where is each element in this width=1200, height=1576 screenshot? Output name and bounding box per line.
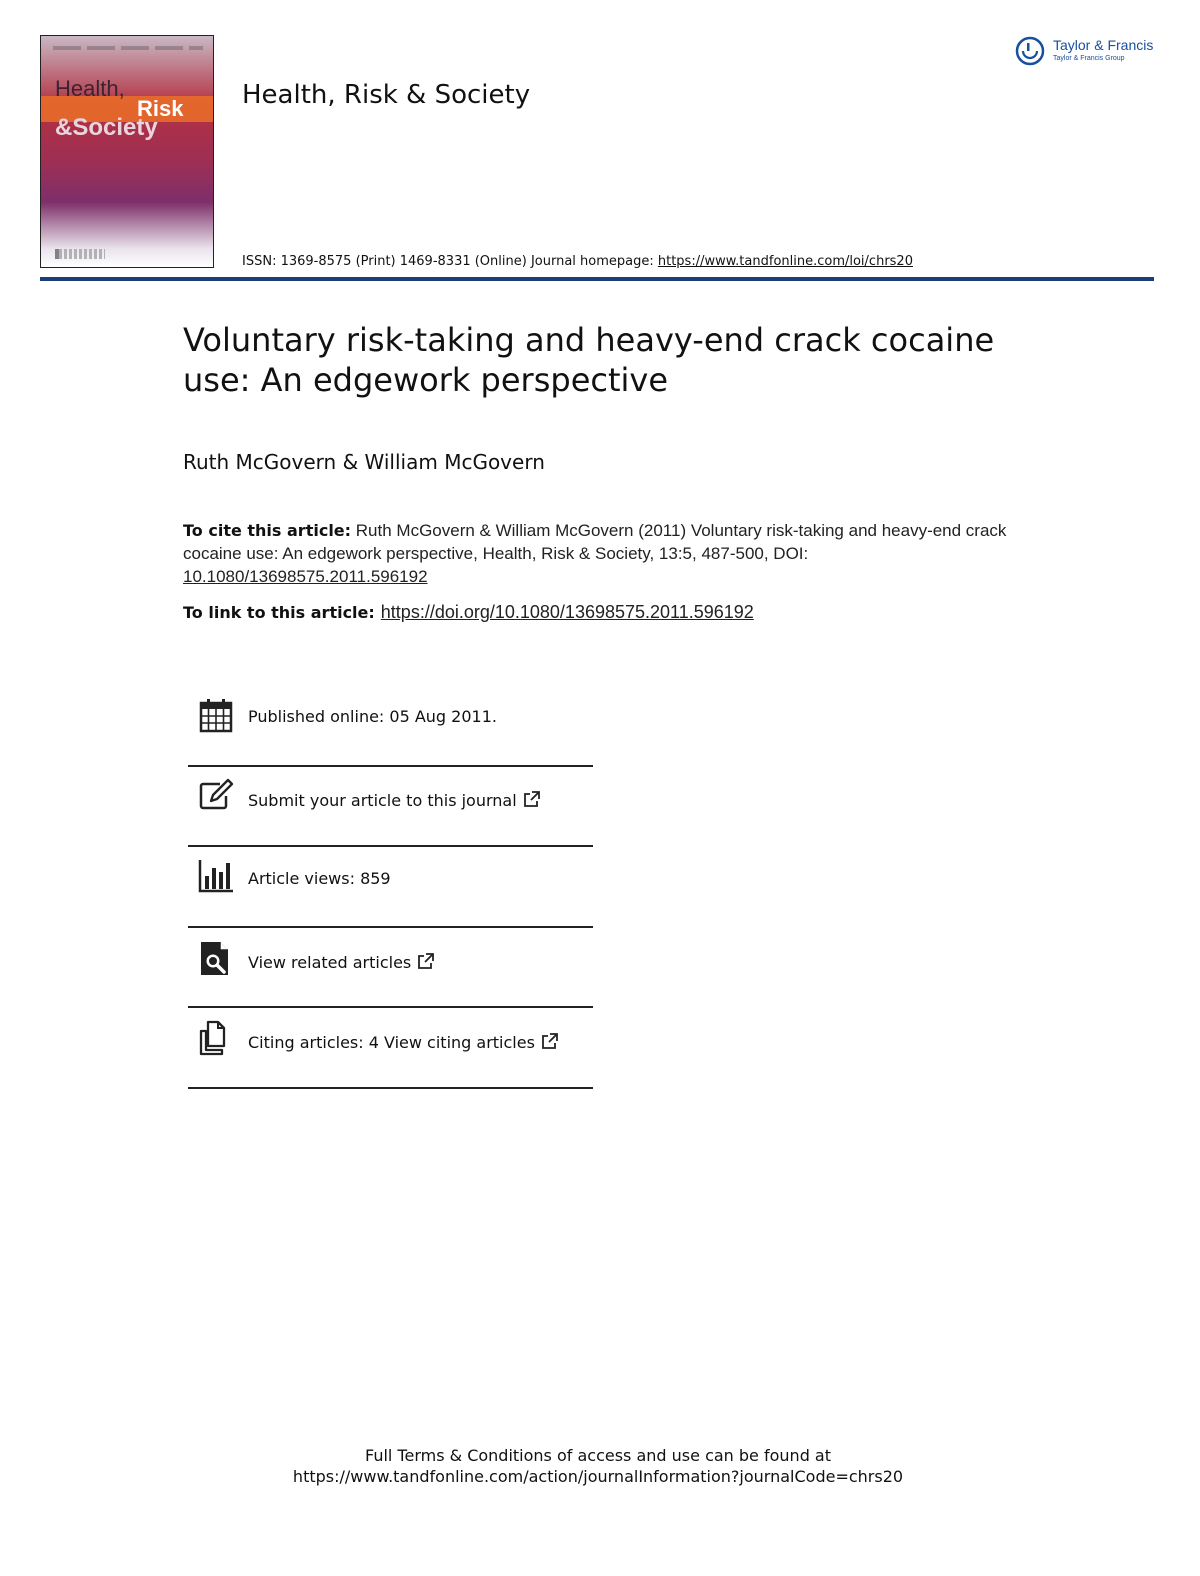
cite-doi-link[interactable]: 10.1080/13698575.2011.596192	[183, 567, 428, 586]
published-date: Published online: 05 Aug 2011.	[248, 707, 497, 726]
row-divider	[188, 765, 593, 767]
cover-masthead-lines	[53, 46, 203, 50]
citing-articles-count: Citing articles: 4	[248, 1033, 379, 1052]
row-divider	[188, 1087, 593, 1089]
journal-title: Health, Risk & Society	[242, 80, 531, 110]
issn-line	[242, 254, 913, 269]
terms-text: Full Terms & Conditions of access and use can be found at	[364, 1446, 832, 1465]
journal-cover-image	[40, 35, 214, 268]
cover-title-risk: Risk	[137, 96, 184, 121]
link-label: To link to this article:	[183, 603, 375, 622]
publisher-name: Taylor & Francis	[1053, 37, 1154, 53]
submit-article-row[interactable]	[188, 775, 593, 835]
terms-link[interactable]: https://www.tandfonline.com/action/journalInformation?journalCode=chrs20	[292, 1467, 904, 1486]
row-divider	[188, 1006, 593, 1008]
document-search-icon	[198, 940, 234, 976]
issn-text: ISSN: 1369-8575 (Print) 1469-8331 (Online) Journal homepage:	[242, 254, 658, 269]
edit-icon	[198, 778, 234, 814]
related-articles-row[interactable]	[188, 936, 593, 998]
external-link-icon	[523, 791, 540, 808]
row-divider	[188, 845, 593, 847]
view-citing-articles-link[interactable]: View citing articles	[378, 1033, 535, 1052]
journal-homepage-link[interactable]: https://www.tandfonline.com/loi/chrs20	[657, 254, 913, 269]
row-divider	[188, 926, 593, 928]
article-views-row	[188, 853, 593, 913]
bar-chart-icon	[198, 858, 234, 894]
published-row	[188, 695, 593, 755]
view-related-articles-link[interactable]: View related articles	[248, 953, 412, 972]
header-divider	[40, 277, 1154, 281]
cover-publisher-mark	[55, 249, 105, 259]
cover-title-health: Health,	[55, 76, 125, 101]
article-views-count: Article views: 859	[248, 869, 391, 888]
submit-article-link[interactable]: Submit your article to this journal	[248, 791, 517, 810]
copy-documents-icon	[198, 1020, 234, 1056]
publisher-logo[interactable]	[1015, 36, 1157, 70]
article-link-block	[183, 602, 754, 623]
citation-block	[183, 519, 1013, 588]
publisher-group: Taylor & Francis Group	[1053, 55, 1125, 62]
external-link-icon	[541, 1033, 558, 1050]
cite-text: Ruth McGovern & William McGovern (2011) Voluntary risk-taking and heavy-end crack cocaine use: An edgework perspective, Health, Risk & Society, 13:5, 487-500, DOI:	[183, 521, 1007, 563]
citing-articles-row[interactable]	[188, 1016, 593, 1078]
terms-footer	[0, 1445, 1196, 1487]
article-title: Voluntary risk-taking and heavy-end crack cocaine use: An edgework perspective	[183, 321, 995, 399]
cite-label: To cite this article:	[183, 521, 352, 540]
calendar-icon	[198, 698, 234, 734]
external-link-icon	[417, 953, 434, 970]
cover-title-society: &Society	[55, 114, 158, 141]
publisher-logo-icon	[1015, 36, 1045, 66]
article-authors: Ruth McGovern & William McGovern	[183, 450, 545, 474]
article-doi-link[interactable]: https://doi.org/10.1080/13698575.2011.596192	[380, 602, 754, 622]
